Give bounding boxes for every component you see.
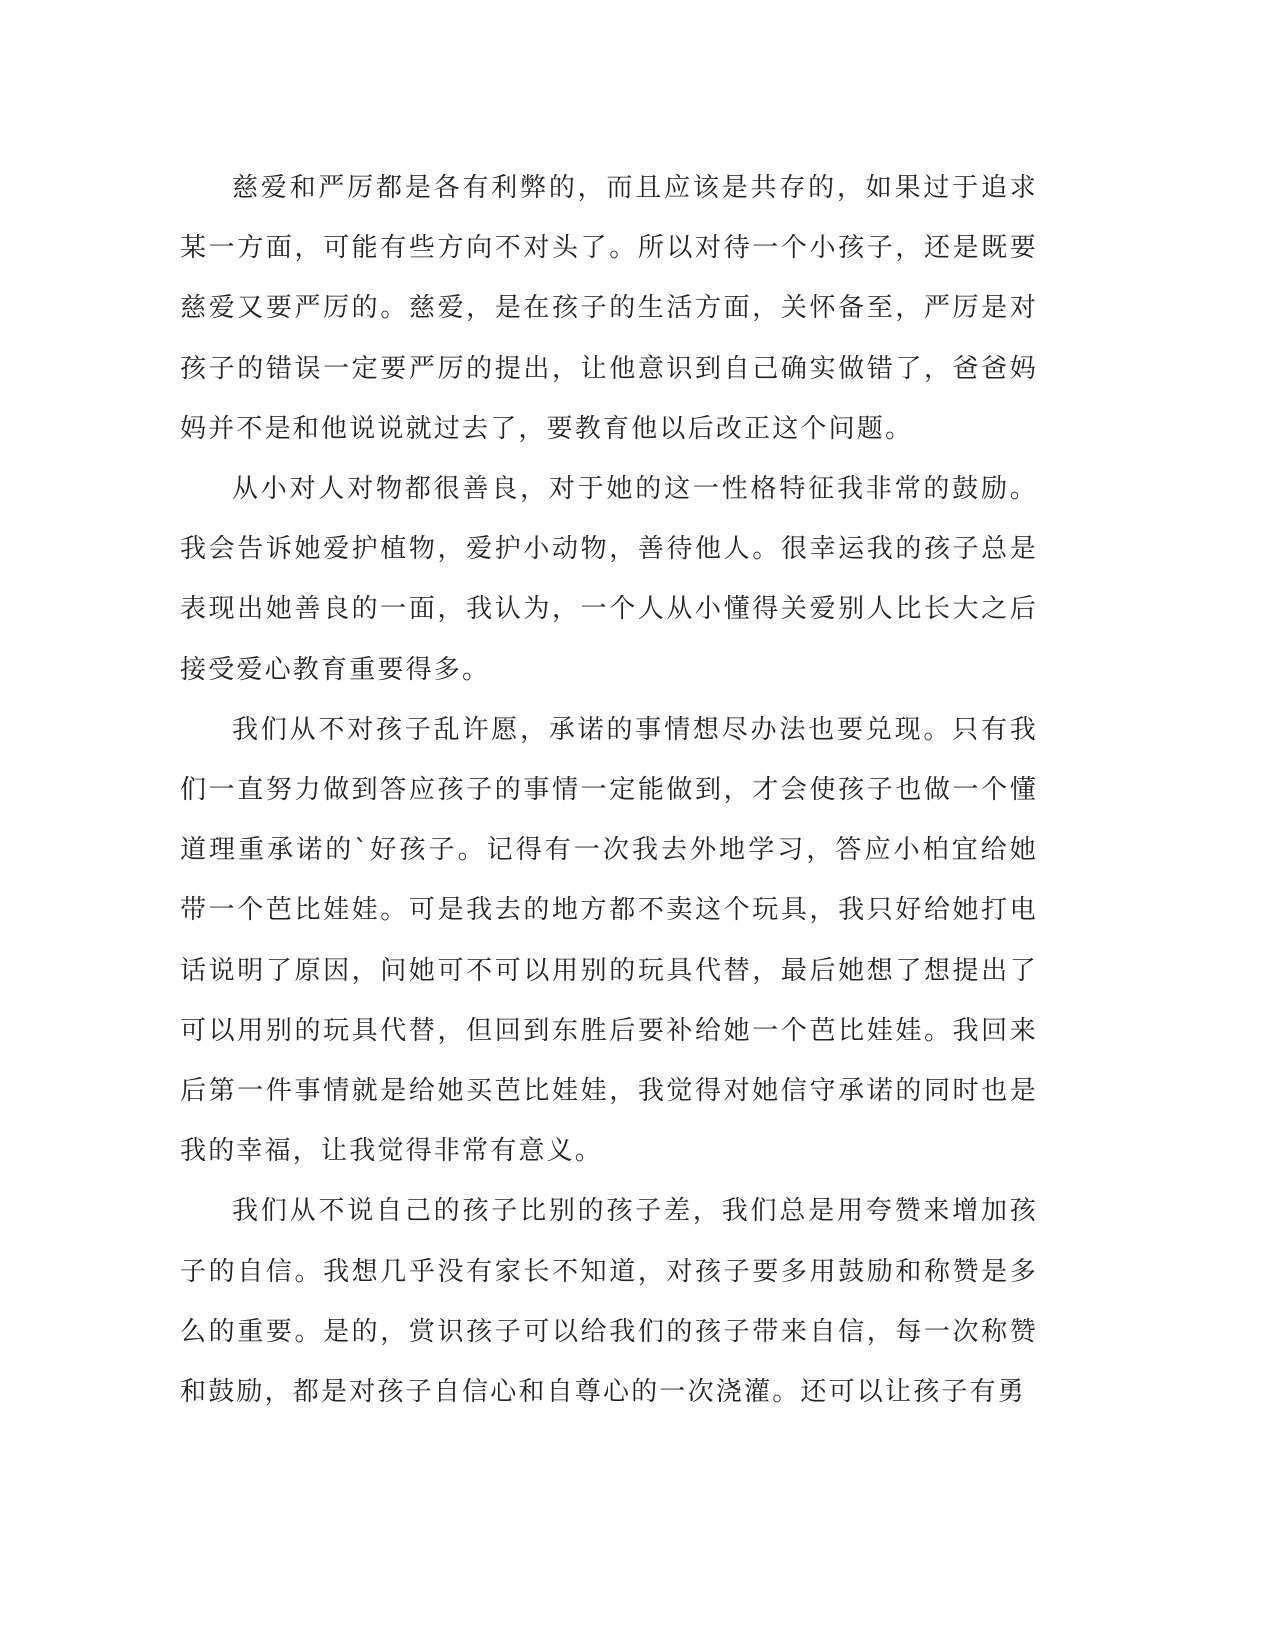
paragraph-3: 我们从不对孩子乱许愿，承诺的事情想尽办法也要兑现。只有我们一直努力做到答应孩子的事情一定能做到，才会使孩子也做一个懂道理重承诺的`好孩子。记得有一次我去外地学习，答应小柏宜给她带一个芭比娃娃。可是我去的地方都不卖这个玩具，我只好给她打电话说明了原因，问她可不可以用别的玩具代替，最后她想了想提出了可以用别的玩具代替，但回到东胜后要补给她一个芭比娃娃。我回来后第一件事情就是给她买芭比娃娃，我觉得对她信守承诺的同时也是我的幸福，让我觉得非常有意义。 xyxy=(180,714,1038,1167)
paragraph-4: 我们从不说自己的孩子比别的孩子差，我们总是用夸赞来增加孩子的自信。我想几乎没有家长不知道，对孩子要多用鼓励和称赞是多么的重要。是的，赏识孩子可以给我们的孩子带来自信，每一次称赞和鼓励，都是对孩子自信心和自尊心的一次浇灌。还可以让孩子有勇 xyxy=(180,1196,1038,1408)
document-body xyxy=(180,158,1038,1422)
paragraph-2: 从小对人对物都很善良，对于她的这一性格特征我非常的鼓励。我会告诉她爱护植物，爱护小动物，善待他人。很幸运我的孩子总是表现出她善良的一面，我认为，一个人从小懂得关爱别人比长大之后接受爱心教育重要得多。 xyxy=(180,474,1038,685)
paragraph-1: 慈爱和严厉都是各有利弊的，而且应该是共存的，如果过于追求某一方面，可能有些方向不对头了。所以对待一个小孩子，还是既要慈爱又要严厉的。慈爱，是在孩子的生活方面，关怀备至，严厉是对孩子的错误一定要严厉的提出，让他意识到自己确实做错了，爸爸妈妈并不是和他说说就过去了，要教育他以后改正这个问题。 xyxy=(180,173,1038,444)
